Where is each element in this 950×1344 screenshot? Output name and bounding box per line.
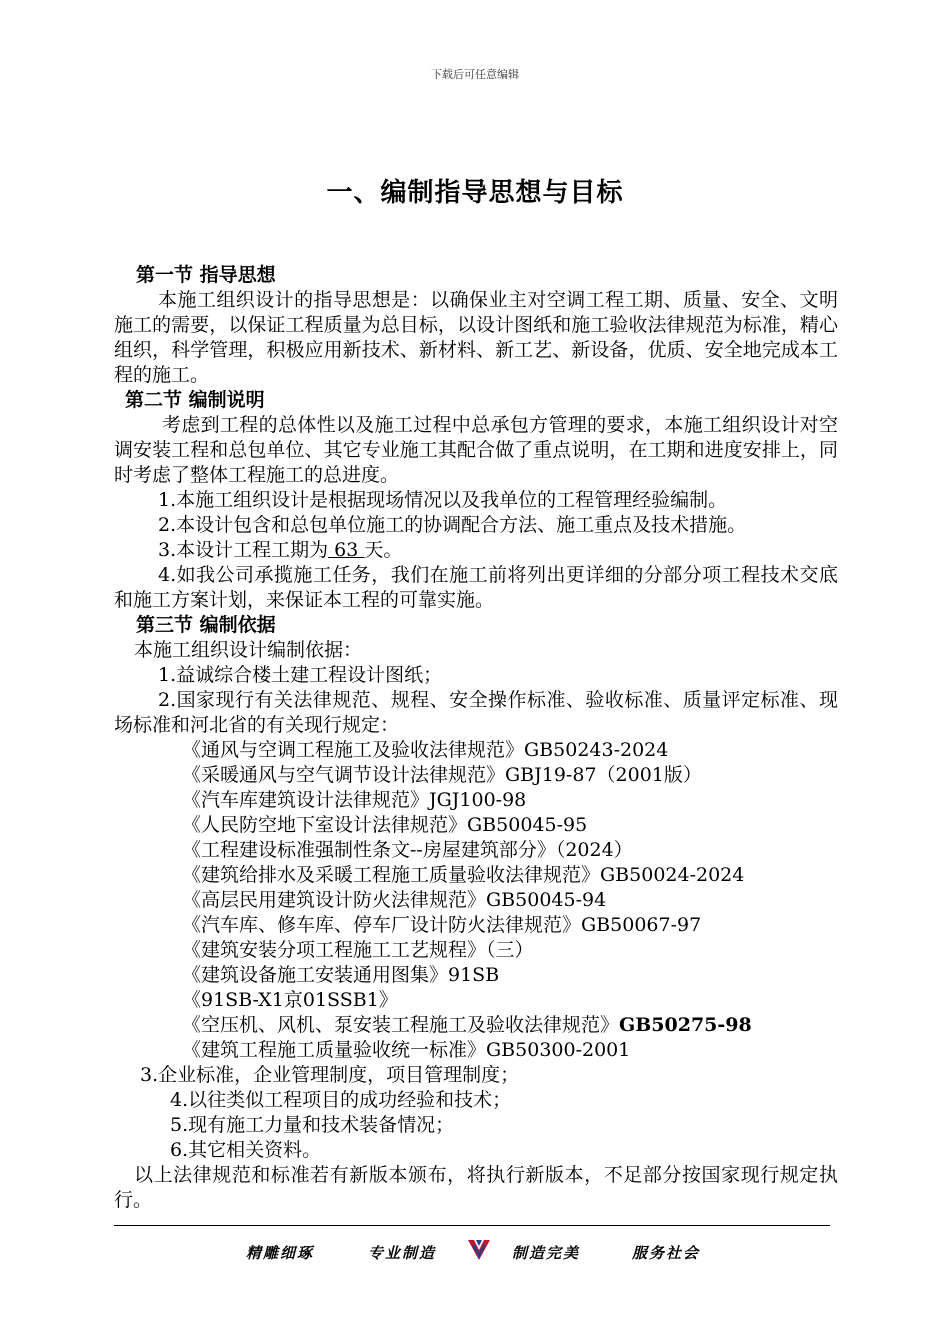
standard-item: 《采暖通风与空气调节设计法律规范》GBJ19-87（2001版） [182,764,702,786]
item3-suffix: 天。 [364,539,403,561]
section2-paragraph: 考虑到工程的总体性以及施工过程中总承包方管理的要求，本施工组织设计对空调安装工程和总包单位、其它专业施工其配合做了重点说明，在工期和进度安排上，同时考虑了整体工程施工的总进度。 [114,414,838,486]
footer-slogan: 精雕细琢 [246,1244,315,1262]
section3-item5: 5.现有施工力量和技术装备情况； [170,1114,455,1136]
footer-slogan: 服务社会 [632,1244,701,1262]
standard-name: 《空压机、风机、泵安装工程施工及验收法律规范》 [182,1014,620,1036]
standard-item: 《建筑工程施工质量验收统一标准》GB50300-2001 [182,1039,631,1061]
standards-list [114,738,838,1063]
standard-item: 《高层民用建筑设计防火法律规范》GB50045-94 [182,889,607,911]
standard-code: GB50275-98 [619,1014,752,1036]
standard-item: 《通风与空调工程施工及验收法律规范》GB50243-2024 [182,739,669,761]
footer-slogan: 专业制造 [368,1244,437,1262]
section3-item6: 6.其它相关资料。 [170,1139,322,1161]
item3-prefix: 3.本设计工程工期为 [158,539,329,561]
footer-slogan: 制造完美 [512,1244,581,1262]
section2-heading: 第二节 编制说明 [125,389,265,411]
section3-intro: 本施工组织设计编制依据： [134,639,363,661]
section3-heading: 第三节 编制依据 [136,614,276,636]
section1-heading: 第一节 指导思想 [136,264,276,286]
section3-item2: 2.国家现行有关法律规范、规程、安全操作标准、验收标准、质量评定标准、现场标准和河北省的有关现行规定： [114,689,838,736]
standard-item: 《91SB-X1京01SSB1》 [182,989,398,1011]
standard-item: 《建筑安装分项工程施工工艺规程》（三） [182,939,534,961]
standard-item: 《建筑给排水及采暖工程施工质量验收法律规范》GB50024-2024 [182,864,745,886]
document-body [114,263,838,1213]
section3-item1: 1.益诚综合楼土建工程设计图纸； [158,664,443,686]
footer [0,1236,950,1266]
section3-item3: 3.企业标准，企业管理制度，项目管理制度； [140,1064,520,1086]
schedule-days: 63 [328,539,365,561]
section3-item4: 4.以往类似工程项目的成功经验和技术； [170,1089,512,1111]
section2-item3 [114,538,838,563]
company-logo-icon [466,1236,492,1262]
section2-item1: 1.本施工组织设计是根据现场情况以及我单位的工程管理经验编制。 [158,489,728,511]
page-title: 一、编制指导思想与目标 [326,178,624,208]
section1-paragraph: 本施工组织设计的指导思想是：以确保业主对空调工程工期、质量、安全、文明施工的需要，以保证工程质量为总目标，以设计图纸和施工验收法律规范为标准，精心组织，科学管理，积极应用新技术、新材料、新工艺、新设备，优质、安全地完成本工程的施工。 [114,289,838,386]
section2-item4: 4.如我公司承揽施工任务，我们在施工前将列出更详细的分部分项工程技术交底和施工方案计划，来保证本工程的可靠实施。 [114,564,838,611]
standard-item: 《汽车库建筑设计法律规范》JGJ100-98 [182,789,527,811]
standard-item: 《汽车库、修车库、停车厂设计防火法律规范》GB50067-97 [182,914,702,936]
standard-item: 《工程建设标准强制性条文--房屋建筑部分》（2024） [182,839,633,861]
standard-item: 《建筑设备施工安装通用图集》91SB [182,964,500,986]
closing-paragraph: 以上法律规范和标准若有新版本颁布，将执行新版本，不足部分按国家现行规定执行。 [114,1164,838,1211]
standard-item: 《人民防空地下室设计法律规范》GB50045-95 [182,814,588,836]
standard-item-bold [114,1013,838,1038]
section2-item2: 2.本设计包含和总包单位施工的协调配合方法、施工重点及技术措施。 [158,514,747,536]
footer-divider [114,1225,830,1226]
header-note: 下载后可任意编辑 [431,68,519,81]
